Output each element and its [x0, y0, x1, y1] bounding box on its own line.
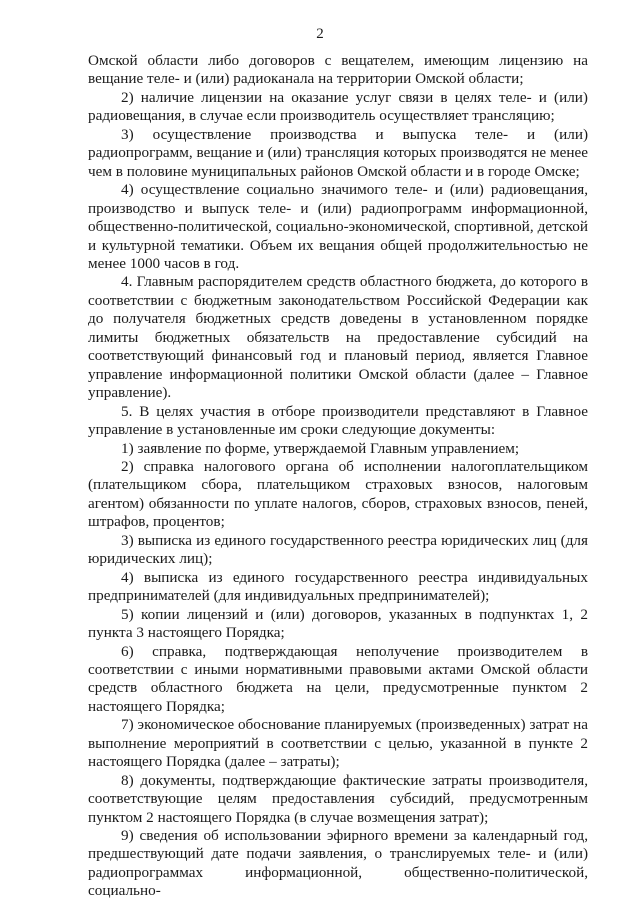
paragraph: 3) осуществление производства и выпуска теле- и (или) радиопрограмм, вещание и (или) трансляция которых производятся не менее чем в половине муниципальных районов Омской области и в городе Омске; — [88, 125, 588, 180]
paragraph: 3) выписка из единого государственного реестра юридических лиц (для юридических лиц); — [88, 531, 588, 568]
paragraph: Омской области либо договоров с вещателем, имеющим лицензию на вещание теле- и (или) радиоканала на территории Омской области; — [88, 52, 588, 88]
paragraph: 8) документы, подтверждающие фактические затраты производителя, соответствующие целям предоставления субсидий, предусмотренным пунктом 2 настоящего Порядка (в случае возмещения затрат); — [88, 771, 588, 826]
paragraph: 4) выписка из единого государственного реестра индивидуальных предпринимателей (для индивидуальных предпринимателей); — [88, 568, 588, 605]
paragraph: 2) справка налогового органа об исполнении налогоплательщиком (плательщиком сбора, плательщиком страховых взносов, налоговым агентом) обязанности по уплате налогов, сборов, страховых взносов, пеней, штрафов, процентов; — [88, 457, 588, 531]
paragraph: 5. В целях участия в отборе производители представляют в Главное управление в установленные им сроки следующие документы: — [88, 402, 588, 439]
paragraph: 4. Главным распорядителем средств областного бюджета, до которого в соответствии с бюджетным законодательством Российской Федерации как до получателя бюджетных средств доведены в установленном порядке лимиты бюджетных обязательств на предоставление субсидий на соответствующий финансовый год и плановый период, является Главное управление информационной политики Омской области (далее – Главное управление). — [88, 273, 588, 402]
page-number: 2 — [316, 26, 324, 42]
paragraph: 9) сведения об использовании эфирного времени за календарный год, предшествующий дате подачи заявления, о транслируемых теле- и (или) радиопрограммах информационной, общественно-политической, социально- — [88, 827, 588, 900]
document-body — [88, 52, 588, 901]
paragraph: 2) наличие лицензии на оказание услуг связи в целях теле- и (или) радиовещания, в случае если производитель осуществляет трансляцию; — [88, 88, 588, 125]
paragraph: 1) заявление по форме, утверждаемой Главным управлением; — [121, 439, 520, 457]
paragraph: 7) экономическое обоснование планируемых (произведенных) затрат на выполнение мероприятий в соответствии с целью, указанной в пункте 2 настоящего Порядка (далее – затраты); — [88, 716, 588, 771]
paragraph: 5) копии лицензий и (или) договоров, указанных в подпунктах 1, 2 пункта 3 настоящего Порядка; — [88, 605, 588, 642]
paragraph: 4) осуществление социально значимого теле- и (или) радиовещания, производство и выпуск теле- и (или) радиопрограмм информационной, общественно-политической, социально-экономической, спортивной, детской и культурной тематики. Объем их вещания общей продолжительностью не менее 1000 часов в год. — [88, 181, 588, 272]
paragraph: 6) справка, подтверждающая неполучение производителем в соответствии с иными нормативными правовыми актами Омской области средств областного бюджета на цели, предусмотренные пунктом 2 настоящего Порядка; — [88, 642, 588, 715]
